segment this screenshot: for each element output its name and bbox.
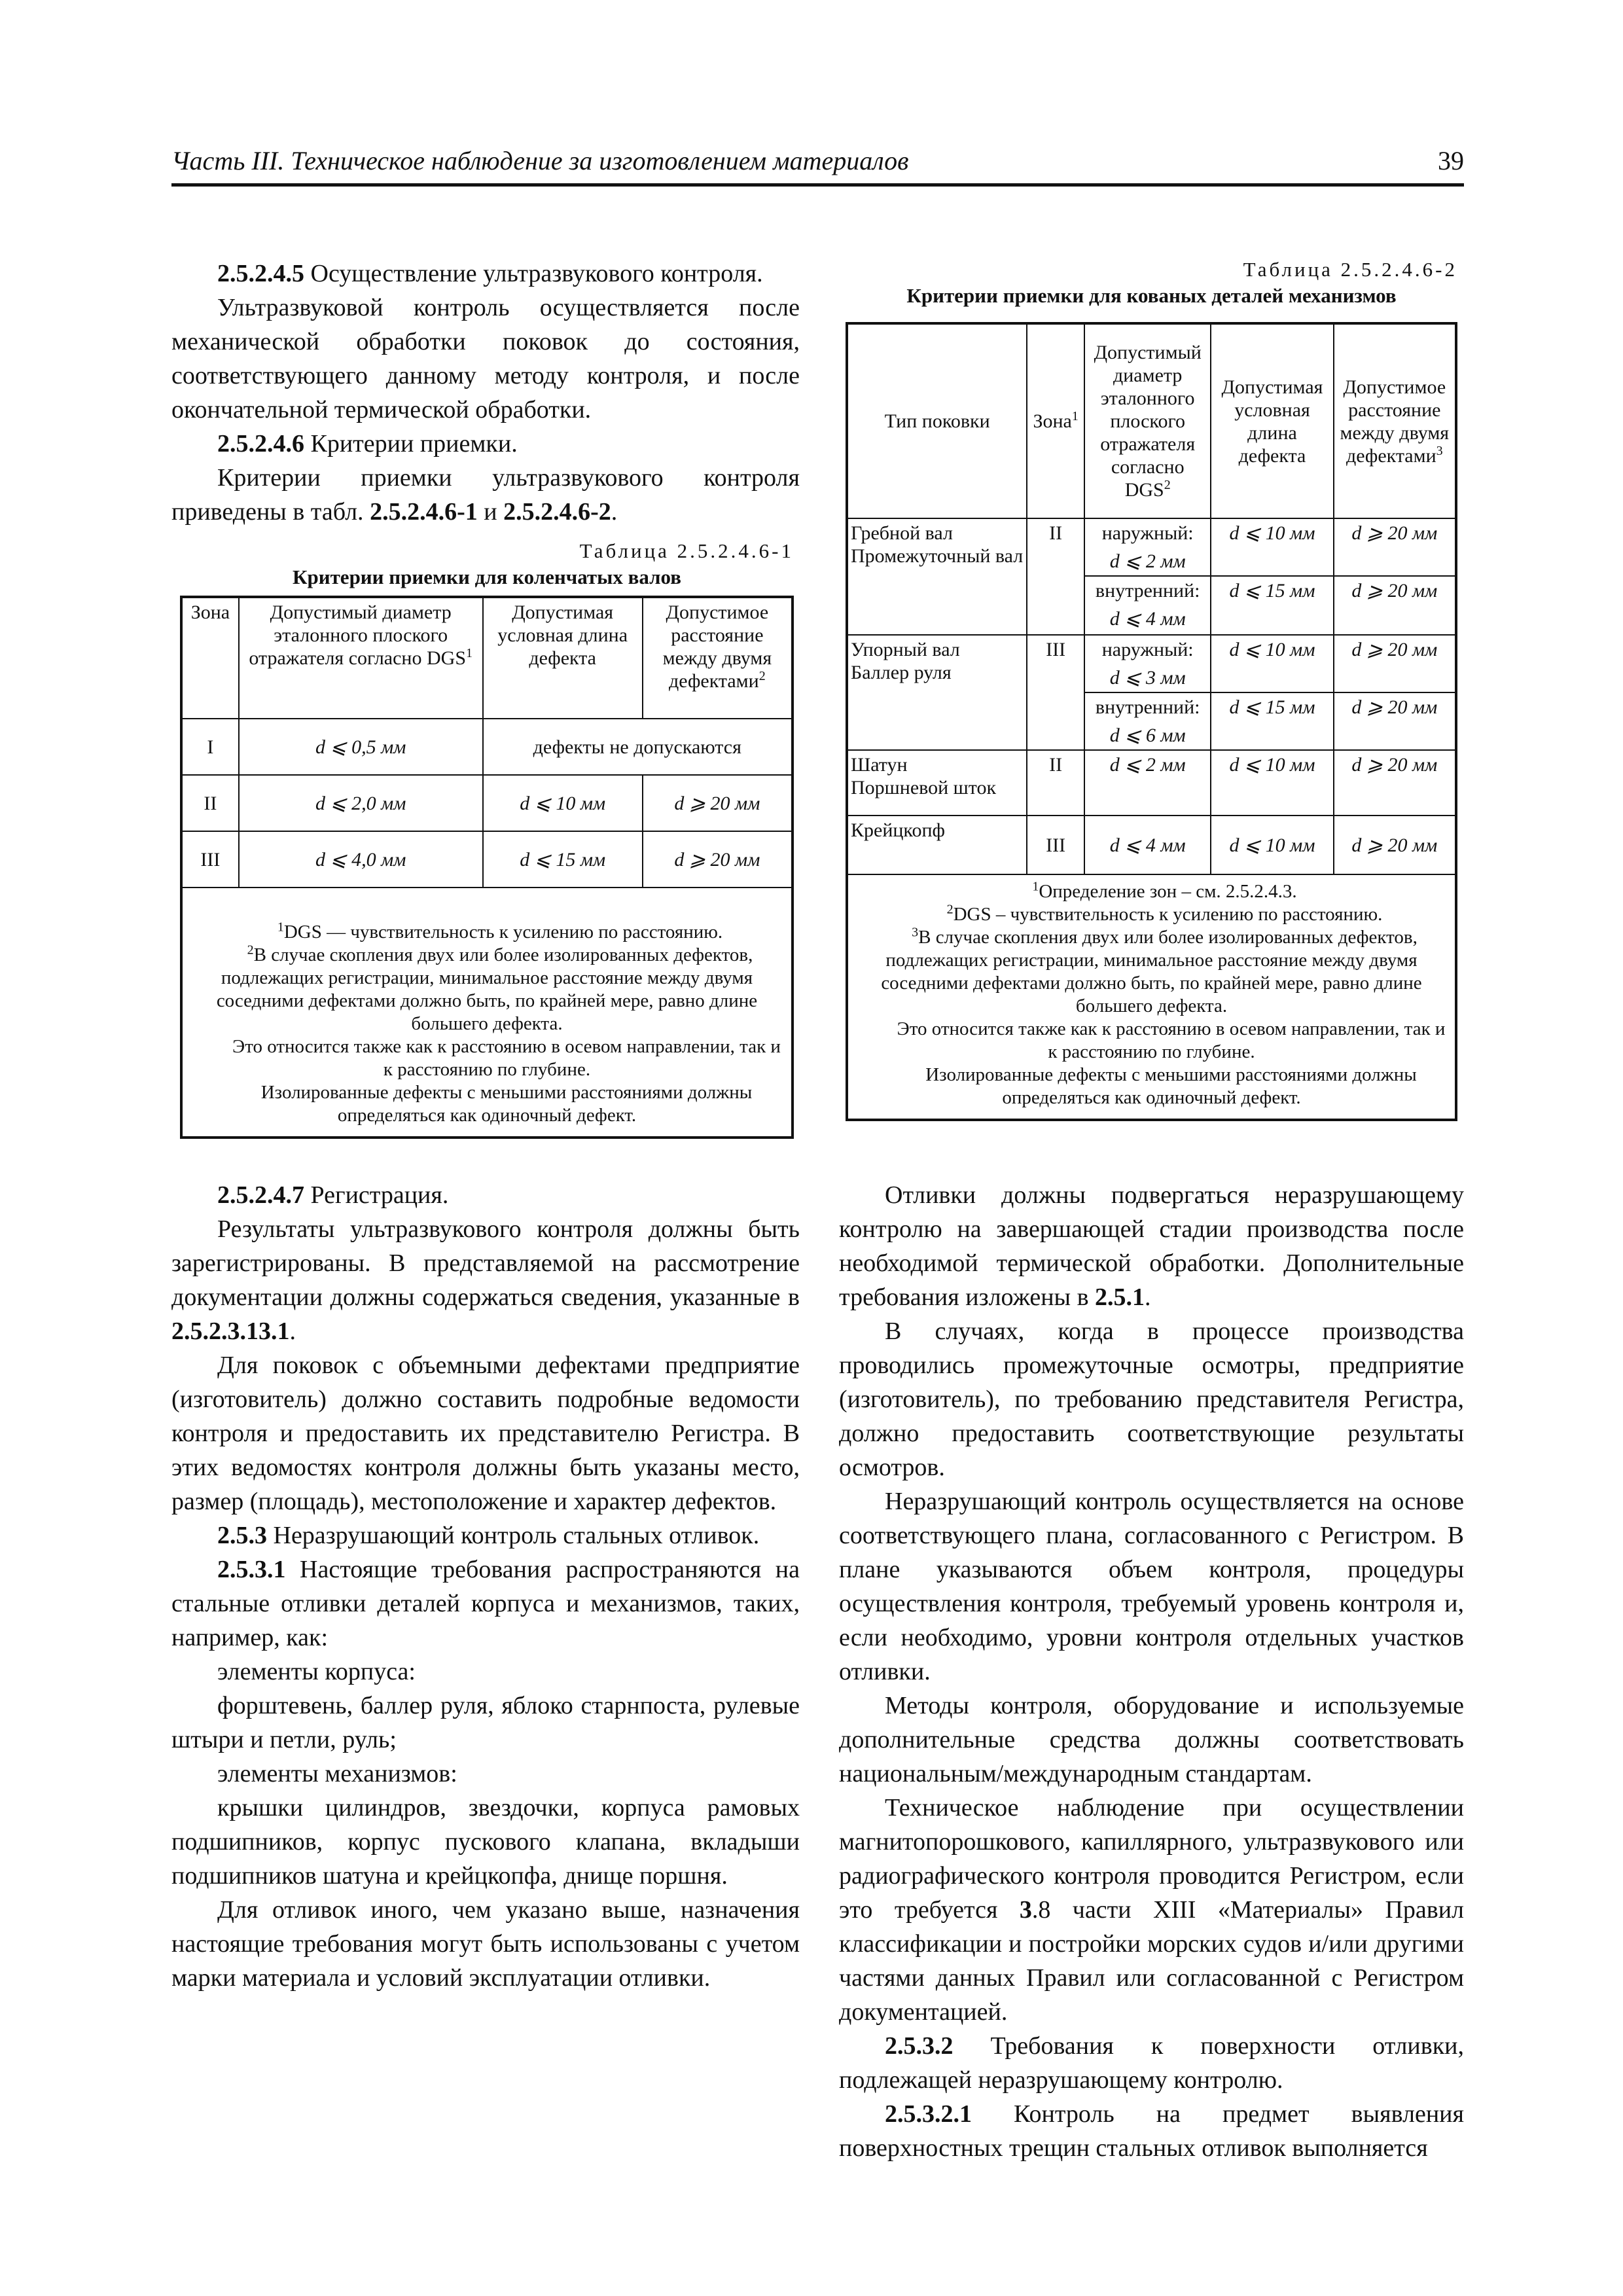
table-cell: d ⩾ 20 мм <box>1334 518 1456 576</box>
table-cell: Крейцкопф <box>847 816 1027 874</box>
left-top-text <box>171 257 800 529</box>
table-cell: d ⩽ 6 мм <box>1084 721 1211 750</box>
section-ref: 3 <box>1019 1896 1032 1924</box>
table-cell: d ⩽ 4,0 мм <box>239 831 483 888</box>
table-cell: III <box>1027 816 1084 874</box>
section-number: 2.5.3.1 <box>217 1556 286 1583</box>
table-row <box>181 719 793 775</box>
footnote: Изолированные дефекты с меньшими расстояниями должны определяться как одиночный дефект. <box>260 1082 753 1126</box>
table-cell: Шатун Поршневой шток <box>847 750 1027 816</box>
section-ref: 2.5.1 <box>1095 1283 1145 1311</box>
table1-header-cell: Допустимый диаметр эталонного плоского отражателя согласно DGS$^1$ <box>239 597 483 719</box>
footnote: $^1$Определение зон – см. 2.5.2.4.3. <box>1032 879 1297 902</box>
footnote: Это относится также как к расстоянию в осевом направлении, так и к расстоянию по глубине. <box>897 1018 1446 1062</box>
table-cell: d ⩾ 20 мм <box>643 775 793 831</box>
table1 <box>180 596 794 1139</box>
table2-header-cell: Допустимая условная длина дефекта <box>1211 323 1333 518</box>
table1-name: Критерии приемки для коленчатых валов <box>293 565 681 588</box>
table-row <box>847 816 1456 874</box>
section-title: Критерии приемки. <box>304 430 518 457</box>
paragraph: Результаты ультразвукового контроля должны быть зарегистрированы. В представляемой на рассмотрение документации должны содержаться сведения, указанные в 2.5.2.3.13.1. <box>171 1215 800 1345</box>
table-cell: наружный: <box>1084 518 1211 547</box>
paragraph: Для поковок с объемными дефектами предприятие (изготовитель) должно составить подробные ведомости контроля и предоставить их представителю Регистра. В этих ведомостях контроля должны быть указаны место, размер (площадь), местоположение и характер дефектов. <box>171 1352 800 1515</box>
table-cell: d ⩽ 15 мм <box>1211 576 1333 635</box>
table-cell: III <box>181 831 239 888</box>
table2-header-row <box>847 323 1456 518</box>
paragraph: Методы контроля, оборудование и используемые дополнительные средства должны соответствовать национальным/международным стандартам. <box>839 1692 1464 1787</box>
table2-caption: Таблица 2.5.2.4.6-2 <box>1243 258 1457 281</box>
table-cell: d ⩽ 10 мм <box>1211 518 1333 576</box>
footnote: $^1$DGS — чувствительность к усилению по расстоянию. <box>277 920 723 942</box>
table-cell: d ⩽ 15 мм <box>483 831 643 888</box>
section-number: 2.5.2.4.6 <box>217 430 304 457</box>
table-cell: d ⩽ 10 мм <box>1211 635 1333 692</box>
table-cell: d ⩽ 2,0 мм <box>239 775 483 831</box>
table-cell: III <box>1027 635 1084 750</box>
paragraph: Контроль на предмет выявления поверхностных трещин стальных отливок выполняется <box>839 2100 1464 2162</box>
paragraph: форштевень, баллер руля, яблоко старнпоста, рулевые штыри и петли, руль; <box>171 1692 800 1753</box>
table-cell: II <box>1027 518 1084 635</box>
footnote: Изолированные дефекты с меньшими расстояниями должны определяться как одиночный дефект. <box>925 1064 1417 1108</box>
table-cell: II <box>181 775 239 831</box>
table1-notes <box>181 888 793 1138</box>
left-bottom-text <box>171 1178 800 1995</box>
section-number: 2.5.2.4.7 <box>217 1181 304 1209</box>
table2-header-cell: Допустимый диаметр эталонного плоского отражателя согласно DGS$^2$ <box>1084 323 1211 518</box>
table2-notes <box>847 874 1456 1120</box>
running-title: Часть III. Техническое наблюдение за изготовлением материалов <box>171 146 909 175</box>
table2-header-cell: Допустимое расстояние между двумя дефектами$^3$ <box>1334 323 1456 518</box>
paragraph: Критерии приемки ультразвукового контроля приведены в табл. 2.5.2.4.6-1 и 2.5.2.4.6-2. <box>171 464 800 526</box>
table-cell: d ⩾ 20 мм <box>1334 635 1456 692</box>
section-number: 2.5.3.2 <box>885 2032 954 2060</box>
paragraph: Техническое наблюдение при осуществлении магнитопорошкового, капиллярного, ультразвукового или радиографического контроля проводится Регистром, если это требуется 3.8 части XIII «Материалы» Правил классификации и постройки морских судов и/или другими частями данных Правил или согласованной с Регистром документацией. <box>839 1794 1464 2026</box>
footnote: $^2$В случае скопления двух или более изолированных дефектов, подлежащих регистрации, минимальное расстояние между двумя соседними дефектами должно быть, по крайней мере, равно длине большего дефекта. <box>216 942 758 1034</box>
footnote: Это относится также как к расстоянию в осевом направлении, так и к расстоянию по глубине. <box>232 1036 781 1080</box>
paragraph: В случаях, когда в процессе производства проводились промежуточные осмотры, предприятие (изготовитель), по требованию представителя Регистра, должно предоставить соответствующие результаты осмотров. <box>839 1318 1464 1481</box>
table1-header-row <box>181 597 793 719</box>
right-bottom-text <box>839 1178 1464 2165</box>
table-cell: d ⩾ 20 мм <box>1334 816 1456 874</box>
table-ref: 2.5.2.4.6-2 <box>503 498 611 526</box>
footnote: $^3$В случае скопления двух или более изолированных дефектов, подлежащих регистрации, минимальное расстояние между двумя соседними дефектами должно быть, по крайней мере, равно длине большего дефекта. <box>881 925 1422 1016</box>
page-number: 39 <box>1438 146 1464 175</box>
table-cell: наружный: <box>1084 635 1211 664</box>
table-row <box>181 831 793 888</box>
table-cell: I <box>181 719 239 775</box>
table1-header-cell: Зона <box>181 597 239 719</box>
table-ref: 2.5.2.4.6-1 <box>370 498 478 526</box>
section-number: 2.5.2.4.5 <box>217 260 304 287</box>
footnote: $^2$DGS – чувствительность к усилению по расстоянию. <box>946 902 1383 925</box>
paragraph: элементы корпуса: <box>217 1658 416 1685</box>
table-cell: внутренний: <box>1084 692 1211 721</box>
paragraph: Настоящие требования распространяются на стальные отливки деталей корпуса и механизмов, таких, например, как: <box>171 1556 800 1651</box>
table2 <box>846 322 1457 1121</box>
paragraph: Неразрушающий контроль осуществляется на основе соответствующего плана, согласованного с Регистром. В плане указываются объем контроля, процедуры осуществления контроля, требуемый уровень контроля и, если необходимо, уровни контроля отдельных участков отливки. <box>839 1488 1464 1685</box>
table1-block <box>180 538 794 1139</box>
paragraph: крышки цилиндров, звездочки, корпуса рамовых подшипников, корпус пускового клапана, вкладыши подшипников шатуна и крейцкопфа, днище поршня. <box>171 1794 800 1890</box>
table-cell: d ⩽ 4 мм <box>1084 816 1211 874</box>
table1-header-cell: Допустимое расстояние между двумя дефектами$^2$ <box>643 597 793 719</box>
paragraph: элементы механизмов: <box>217 1760 457 1787</box>
page-header <box>171 145 1464 187</box>
table-cell: внутренний: <box>1084 576 1211 605</box>
table-row <box>181 775 793 831</box>
section-title: Осуществление ультразвукового контроля. <box>304 260 763 287</box>
table-cell: дефекты не допускаются <box>483 719 793 775</box>
table-cell: d ⩽ 4 мм <box>1084 605 1211 635</box>
table-cell: d ⩽ 10 мм <box>1211 750 1333 816</box>
table-row <box>847 635 1456 664</box>
section-title: Неразрушающий контроль стальных отливок. <box>267 1522 760 1549</box>
table2-notes-row <box>847 874 1456 1120</box>
section-number: 2.5.3 <box>217 1522 267 1549</box>
table-cell: d ⩽ 15 мм <box>1211 692 1333 750</box>
table2-header-cell: Тип поковки <box>847 323 1027 518</box>
table2-header-cell: Зона$^1$ <box>1027 323 1084 518</box>
table1-header-cell: Допустимая условная длина дефекта <box>483 597 643 719</box>
table-cell: Упорный вал Баллер руля <box>847 635 1027 750</box>
section-number: 2.5.3.2.1 <box>885 2100 972 2128</box>
table-cell: d ⩾ 20 мм <box>1334 692 1456 750</box>
table2-name: Критерии приемки для кованых деталей механизмов <box>906 284 1397 307</box>
paragraph: Для отливок иного, чем указано выше, назначения настоящие требования могут быть использованы с учетом марки материала и условий эксплуатации отливки. <box>171 1896 800 1992</box>
table-row <box>847 518 1456 547</box>
paragraph: Ультразвуковой контроль осуществляется после механической обработки поковок до состояния, соответствующего данному методу контроля, и после окончательной термической обработки. <box>171 294 800 423</box>
table-cell: Гребной вал Промежуточный вал <box>847 518 1027 635</box>
table-cell: d ⩽ 3 мм <box>1084 664 1211 692</box>
section-ref: 2.5.2.3.13.1 <box>171 1318 290 1345</box>
table-cell: d ⩾ 20 мм <box>1334 750 1456 816</box>
section-title: Требования к поверхности отливки, подлежащей неразрушающему контролю. <box>839 2032 1464 2094</box>
table-row <box>847 750 1456 816</box>
table-cell: d ⩽ 2 мм <box>1084 547 1211 576</box>
table-cell: II <box>1027 750 1084 816</box>
table1-notes-row <box>181 888 793 1138</box>
table1-caption: Таблица 2.5.2.4.6-1 <box>579 539 794 562</box>
section-title: Регистрация. <box>304 1181 449 1209</box>
table-cell: d ⩽ 2 мм <box>1084 750 1211 816</box>
table-cell: d ⩽ 10 мм <box>1211 816 1333 874</box>
table-cell: d ⩾ 20 мм <box>643 831 793 888</box>
table-cell: d ⩽ 0,5 мм <box>239 719 483 775</box>
table-cell: d ⩾ 20 мм <box>1334 576 1456 635</box>
table2-block <box>846 257 1457 1121</box>
paragraph: Отливки должны подвергаться неразрушающему контролю на завершающей стадии производства после необходимой термической обработки. Дополнительные требования изложены в 2.5.1. <box>839 1181 1464 1311</box>
table-cell: d ⩽ 10 мм <box>483 775 643 831</box>
